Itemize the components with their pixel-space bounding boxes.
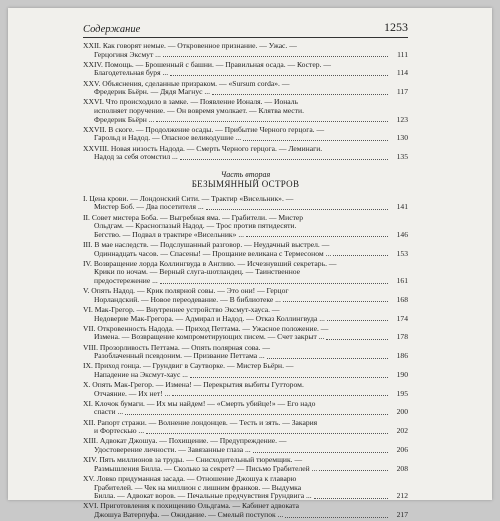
toc-entry-page: 200 [396, 407, 408, 417]
toc-entry-line [83, 306, 390, 315]
toc-entry-text: IV. Возвращение лорда Коллингвуда в Англию. — Исчезнувший секретарь. — [83, 259, 337, 268]
toc-entry-line [83, 437, 390, 446]
toc-entry-text: Ольдгам. — Красноглазый Надод. — Трос против пятидесяти. [94, 222, 297, 231]
toc-entry-page: 153 [396, 248, 408, 258]
toc-entry-text: XV. Ловко придуманная засада. — Отношение Джошуа к главарю [83, 475, 297, 483]
toc-entry-line [83, 195, 390, 204]
toc-entry-line [83, 502, 390, 511]
toc-entry-text: Надод за себя отомстил ... [94, 153, 178, 162]
running-header [83, 20, 408, 38]
book-page [8, 8, 492, 519]
toc-entry-text: XXII. Как говорят немые. — Откровенное признание. — Ужас. — [83, 42, 297, 50]
toc-entry-text: IX. Приход гонца. — Грундвиг в Саутворке. — Мистер Бьёрн. — [83, 362, 294, 371]
toc-entry-page: 195 [396, 388, 408, 398]
toc-entry [83, 214, 408, 240]
toc-entry-text: Билла. — Адвокат воров. — Печальные предчувствия Грундвига ... [94, 492, 312, 501]
toc-entry-page: 217 [396, 509, 408, 519]
dot-leader [172, 390, 388, 397]
toc-entry-text: XII. Рапорт стражи. — Волнение лондонцев. — Тесть и зять. — Закария [83, 418, 318, 427]
toc-entry-text: спасти ... [94, 408, 124, 417]
toc-entry-text: Разоблаченный псевдоним. — Призвание Петтама ... [94, 352, 265, 361]
dot-leader [212, 88, 388, 95]
toc-entry-line [83, 42, 390, 51]
toc-entry-page: 202 [396, 426, 408, 436]
dot-leader [243, 134, 388, 141]
toc-entry-text: III. В мае наследств. — Подслушанный разговор. — Неудачный выстрел. — [83, 241, 330, 250]
dot-leader [156, 116, 388, 123]
toc-entry-text: XI. Клочок бумаги. — Их мы найдем! — «Смерть убийце!» — Его надо [83, 399, 316, 408]
toc-entry-text: Норландский. — Новое переодевание. — В библиотеке ... [94, 295, 281, 304]
toc-entry-text: Герцогиня Эксмут ... [94, 50, 161, 59]
toc-entry-page: 206 [396, 445, 408, 455]
toc-entry [83, 260, 408, 286]
toc-entry-line [83, 287, 390, 296]
toc-entry-line [83, 268, 390, 277]
toc-entry-text: предостережение ... [94, 277, 158, 285]
toc-entry-line [83, 381, 390, 390]
toc-entry-page: 111 [397, 49, 408, 59]
part-title: БЕЗЫМЯННЫЙ ОСТРОВ [191, 179, 300, 190]
toc-entry-text: VIII. Прозорливость Петтама. — Опять полярная сова. — [83, 343, 270, 352]
dot-leader [327, 315, 388, 322]
toc-entry-line [83, 250, 390, 259]
toc-entry-text: Мистер Боб. — Два посетителя ... [94, 203, 204, 212]
toc-entry-text: V. Опять Надод. — Крик полярной совы. — Это они! — Герцог [83, 287, 289, 296]
toc-entry-line [83, 134, 390, 143]
toc-entry-line [83, 492, 390, 501]
toc-entry-line [83, 277, 390, 286]
toc-entry-page: 190 [396, 369, 408, 379]
toc-entry-line [83, 333, 390, 342]
toc-entry [83, 362, 408, 379]
toc-entry-line [83, 116, 390, 125]
dot-leader [253, 446, 388, 453]
toc-entry-page: 123 [396, 114, 408, 124]
dot-leader [146, 427, 388, 434]
toc-entry-line [83, 465, 390, 474]
toc-entry-line [83, 408, 390, 417]
toc-entry-text: II. Совет мистера Боба. — Выгребная яма. — Грабители. — Мистер [83, 213, 304, 222]
toc-entry-text: XXVIII. Новая низость Надода. — Смерть Черного герцога. — Леминаги. [83, 144, 323, 153]
dot-leader [333, 250, 388, 257]
toc-entry [83, 400, 408, 417]
toc-entry-text: Удостоверение личности. — Завязанные глаза ... [94, 446, 251, 455]
toc-entry-line [83, 61, 390, 70]
toc-entry-line [83, 241, 390, 250]
dot-leader [326, 333, 388, 340]
dot-leader [170, 69, 388, 76]
toc-entry-line [83, 362, 390, 371]
toc-entry-text: Грабителей. — Чек на миллион с лишним франков. — Выдумка [94, 483, 302, 492]
toc-entry-line [83, 484, 390, 493]
toc-entry-text: X. Опять Мак-Грегор. — Измена! — Перекрытия выбиты Гуттором. [83, 381, 304, 390]
toc-entry-line [83, 126, 390, 135]
toc-entry-page: 212 [396, 491, 408, 501]
toc-entry [83, 325, 408, 342]
dot-leader [267, 352, 388, 359]
toc-entry-line [83, 51, 390, 60]
toc-entry-text: VII. Откровенность Надода. — Приход Петтама. — Ужасное положение. — [83, 324, 329, 333]
toc-entry-line [83, 325, 390, 334]
dot-leader [180, 153, 388, 160]
toc-entry-text: Гарольд и Надод. — Опасное великодушие ... [94, 134, 242, 143]
toc-entry [83, 98, 408, 124]
toc-entry-text: Фредерик Бьёрн ... [94, 115, 155, 124]
toc-entry-line [83, 107, 390, 116]
dot-leader [160, 277, 388, 284]
toc-entry-page: 186 [396, 351, 408, 361]
toc-entry-line [83, 231, 390, 240]
toc-entry-line [83, 400, 390, 409]
dot-leader [190, 371, 388, 378]
toc-entry-page: 146 [396, 229, 408, 239]
toc-entry-line [83, 315, 390, 324]
toc-entry [83, 306, 408, 323]
dot-leader [125, 408, 388, 415]
page-number: 1253 [384, 20, 408, 34]
toc-entry-text: исполняет поручение. — Он вовремя умолкает. — Клятва мести. [94, 106, 304, 115]
toc-entry-page: 117 [396, 87, 408, 97]
toc-entry-line [83, 446, 390, 455]
toc-entry-line [83, 222, 390, 231]
toc-entry [83, 145, 408, 162]
dot-leader [314, 492, 388, 499]
toc-entry-line [83, 98, 390, 107]
toc-entry-text: Джошуа Ватерпуфа. — Ожидание. — Смелый поступок ... [94, 510, 284, 519]
toc-entry [83, 502, 408, 519]
toc-entry-line [83, 352, 390, 361]
toc-entry-text: XIV. Пять миллионов за труды. — Снисходительный тюремщик. — [83, 456, 303, 465]
toc-entry-line [83, 203, 390, 212]
toc-entry [83, 381, 408, 398]
toc-entry-line [83, 511, 390, 520]
toc-entry [83, 241, 408, 258]
dot-leader [246, 231, 388, 238]
toc-entry-page: 208 [396, 463, 408, 473]
toc-entry-page: 130 [396, 133, 408, 143]
toc-entry-line [83, 419, 390, 428]
toc-entry-text: XVI. Приготовления к похищению Ольдгама. — Кабинет адвоката [83, 502, 299, 511]
toc-entry-text: Размышления Билла. — Сколько за секрет? — Письмо Грабителей ... [94, 464, 318, 473]
toc-entry-text: XXIV. Помощь. — Брошенный с башни. — Правильная осада. — Костер. — [83, 60, 331, 69]
toc-entry-line [83, 371, 390, 380]
toc-entry-text: Одиннадцать часов. — Спасены! — Прощание великана с Термесоном ... [94, 249, 332, 258]
toc-entry-text: Отчаяние. — Их нет! ... [94, 389, 171, 398]
toc-entry-page: 161 [396, 276, 408, 285]
toc-entry [83, 344, 408, 361]
toc-entry [83, 456, 408, 473]
toc-entry-text: Бегство. — Подвал в трактире «Висельник» ... [94, 230, 245, 239]
toc-entry-line [83, 69, 390, 78]
dot-leader [283, 296, 388, 303]
dot-leader [163, 51, 388, 58]
toc-entry-line [83, 80, 390, 89]
toc-entry-line [83, 260, 390, 269]
dot-leader [319, 465, 388, 472]
toc-entry-page: 174 [396, 313, 408, 323]
toc-entry [83, 80, 408, 97]
toc-entry-text: XIII. Адвокат Джошуа. — Похищение. — Предупреждение. — [83, 437, 287, 446]
toc-entry [83, 61, 408, 78]
toc-entry-line [83, 456, 390, 465]
toc-entry-text: Измена. — Возвращение компрометирующих писем. — Счет закрыт ... [94, 333, 325, 342]
part-label: Часть вторая [220, 169, 271, 179]
toc-entry-page: 168 [396, 294, 408, 304]
toc-entry-page: 141 [396, 202, 408, 212]
toc-entry-text: Крики по ночам. — Верный слуга-шотландец. — Таинственное [94, 268, 301, 277]
toc-entry [83, 126, 408, 143]
toc-entry-text: XXVII. В скоге. — Продолжение осады. — Прибытие Черного герцога. — [83, 125, 325, 134]
toc-entry-text: и Фортескью ... [94, 427, 145, 436]
toc-entry [83, 419, 408, 436]
toc-entry-text: Благодетельная буря ... [94, 69, 169, 78]
toc-entry-line [83, 390, 390, 399]
toc-entry-text: XXVI. Что происходило в замке. — Появление Ионаля. — Иональ [83, 98, 298, 107]
dot-leader [206, 203, 388, 210]
toc-entry-line [83, 145, 390, 154]
toc-list-part-one-end [83, 42, 408, 162]
toc-entry [83, 475, 408, 501]
running-header-title: Содержание [83, 24, 141, 35]
toc-entry [83, 42, 408, 59]
toc-entry-text: Недоверие Мак-Грегора. — Адмирал и Надод. — Отказ Коллингвуда ... [94, 314, 325, 323]
table-of-contents [83, 42, 408, 521]
toc-entry-text: VI. Мак-Грегор. — Внутреннее устройство Эксмут-хауса. — [83, 305, 280, 314]
toc-list-part-two [83, 195, 408, 520]
toc-entry-page: 114 [396, 68, 408, 78]
toc-entry [83, 195, 408, 212]
toc-entry-text: I. Цена крови. — Лондонский Сити. — Трактир «Висельник». — [83, 194, 294, 203]
toc-entry-text: XXV. Объяснения, сделанные призраком. — «Sursum corda». — [83, 79, 290, 88]
toc-entry-line [83, 88, 390, 97]
dot-leader [285, 511, 388, 518]
toc-entry-line [83, 475, 390, 484]
toc-entry [83, 437, 408, 454]
toc-entry [83, 287, 408, 304]
toc-entry-page: 135 [396, 152, 408, 162]
toc-entry-line [83, 153, 390, 162]
toc-entry-page: 178 [396, 332, 408, 342]
toc-entry-text: Нападение на Эксмут-хаус ... [94, 370, 188, 379]
toc-entry-line [83, 344, 390, 353]
toc-entry-line [83, 427, 390, 436]
toc-entry-line [83, 214, 390, 223]
toc-entry-line [83, 296, 390, 305]
toc-entry-text: Фредерик Бьёрн. — Дядя Магнус ... [94, 88, 211, 97]
